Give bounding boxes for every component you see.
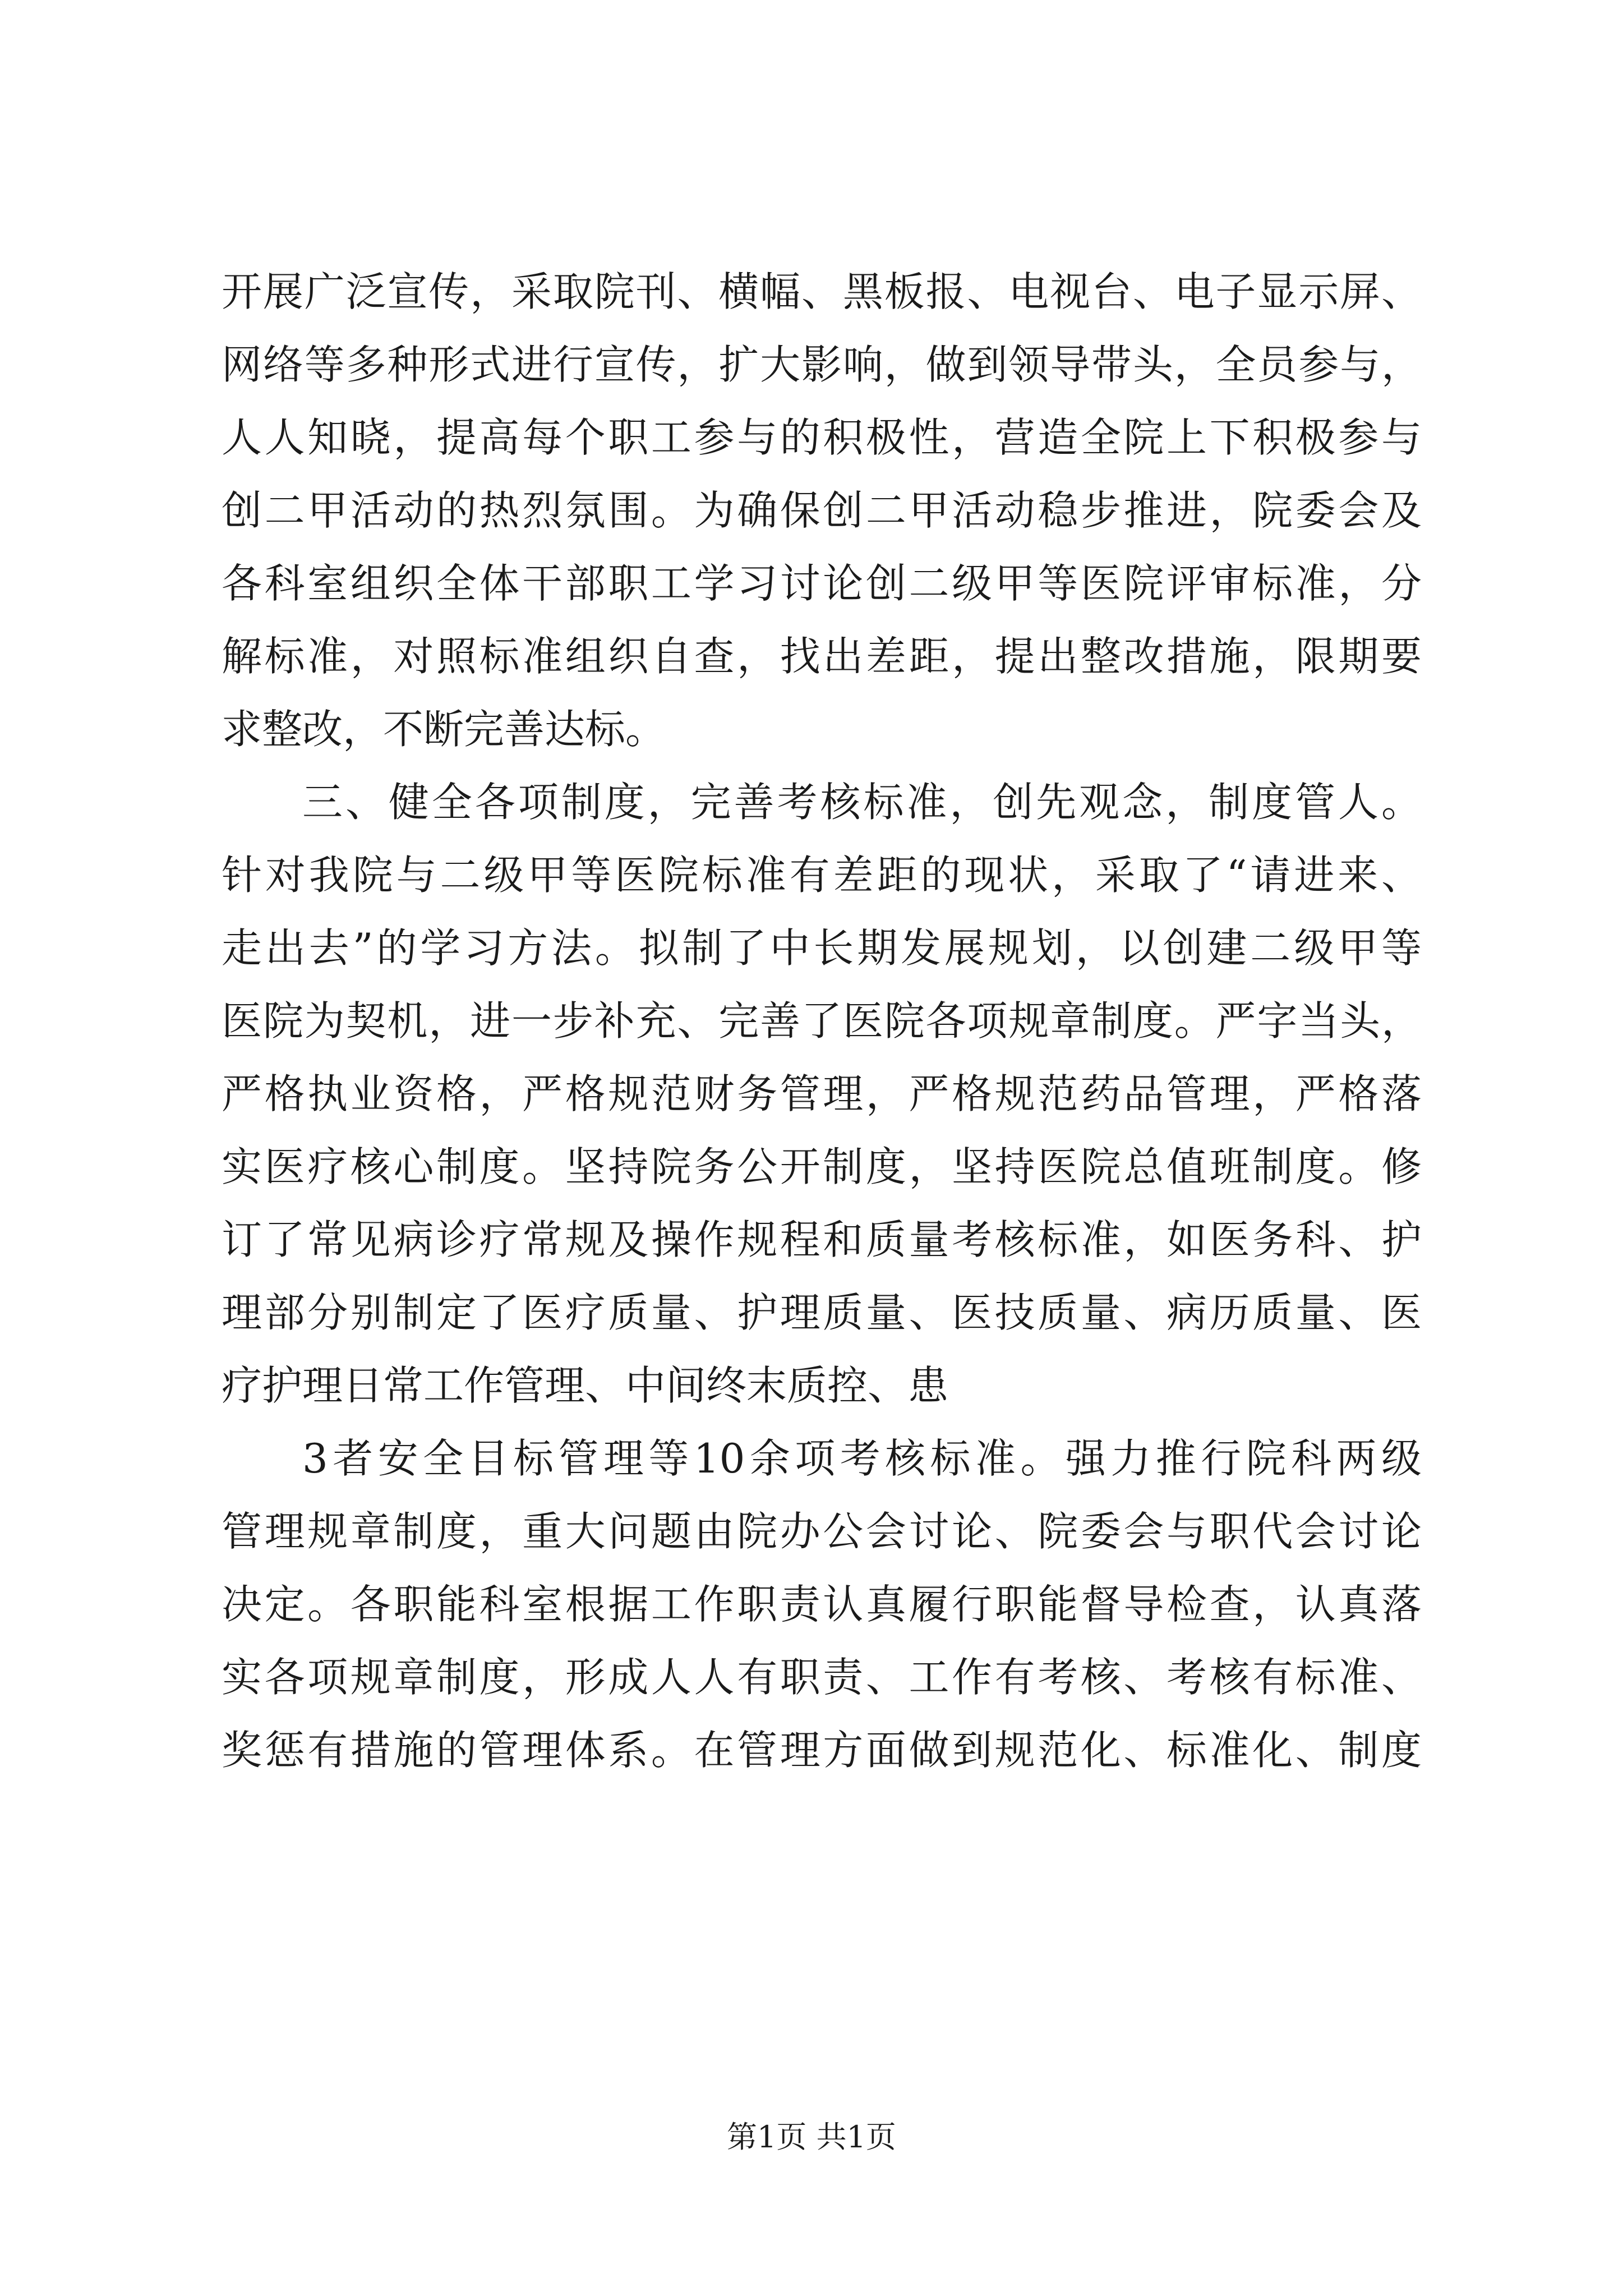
text-line: 针对我院与二级甲等医院标准有差距的现状，采取了“请进来、 (222, 852, 1422, 899)
text-line: 医院为契机，进一步补充、完善了医院各项规章制度。严字当头， (222, 997, 1422, 1045)
body-text (222, 255, 1422, 1787)
text-line: 各科室组织全体干部职工学习讨论创二级甲等医院评审标准，分 (222, 560, 1422, 607)
text-line: 管理规章制度，重大问题由院办公会讨论、院委会与职代会讨论 (222, 1508, 1422, 1555)
text-line: 求整改，不断完善达标。 (222, 706, 666, 753)
text-line: 严格执业资格，严格规范财务管理，严格规范药品管理，严格落 (222, 1070, 1422, 1117)
text-line: 走出去”的学习方法。拟制了中长期发展规划，以创建二级甲等 (222, 924, 1422, 972)
text-line: 网络等多种形式进行宣传，扩大影响，做到领导带头，全员参与， (222, 341, 1422, 388)
text-line: 奖惩有措施的管理体系。在管理方面做到规范化、标准化、制度 (222, 1727, 1422, 1774)
text-line: 创二甲活动的热烈氛围。为确保创二甲活动稳步推进，院委会及 (222, 487, 1422, 534)
paragraph-heading: 三、健全各项制度，完善考核标准，创先观念，制度管人。 (302, 779, 1422, 826)
text-line: 3者安全目标管理等10余项考核标准。强力推行院科两级 (302, 1435, 1422, 1482)
text-line: 疗护理日常工作管理、中间终末质控、患 (222, 1362, 949, 1409)
text-line: 理部分别制定了医疗质量、护理质量、医技质量、病历质量、医 (222, 1289, 1422, 1336)
text-line: 开展广泛宣传，采取院刊、横幅、黑板报、电视台、电子显示屏、 (222, 268, 1422, 315)
text-line: 解标准，对照标准组织自查，找出差距，提出整改措施，限期要 (222, 633, 1422, 680)
text-line: 决定。各职能科室根据工作职责认真履行职能督导检查，认真落 (222, 1581, 1422, 1628)
text-line: 实各项规章制度，形成人人有职责、工作有考核、考核有标准、 (222, 1654, 1422, 1701)
text-line: 订了常见病诊疗常规及操作规程和质量考核标准，如医务科、护 (222, 1216, 1422, 1263)
text-line: 实医疗核心制度。坚持院务公开制度，坚持医院总值班制度。修 (222, 1143, 1422, 1190)
text-line: 人人知晓，提高每个职工参与的积极性，营造全院上下积极参与 (222, 414, 1422, 461)
page-footer: 第1页 共1页 (727, 2119, 896, 2155)
